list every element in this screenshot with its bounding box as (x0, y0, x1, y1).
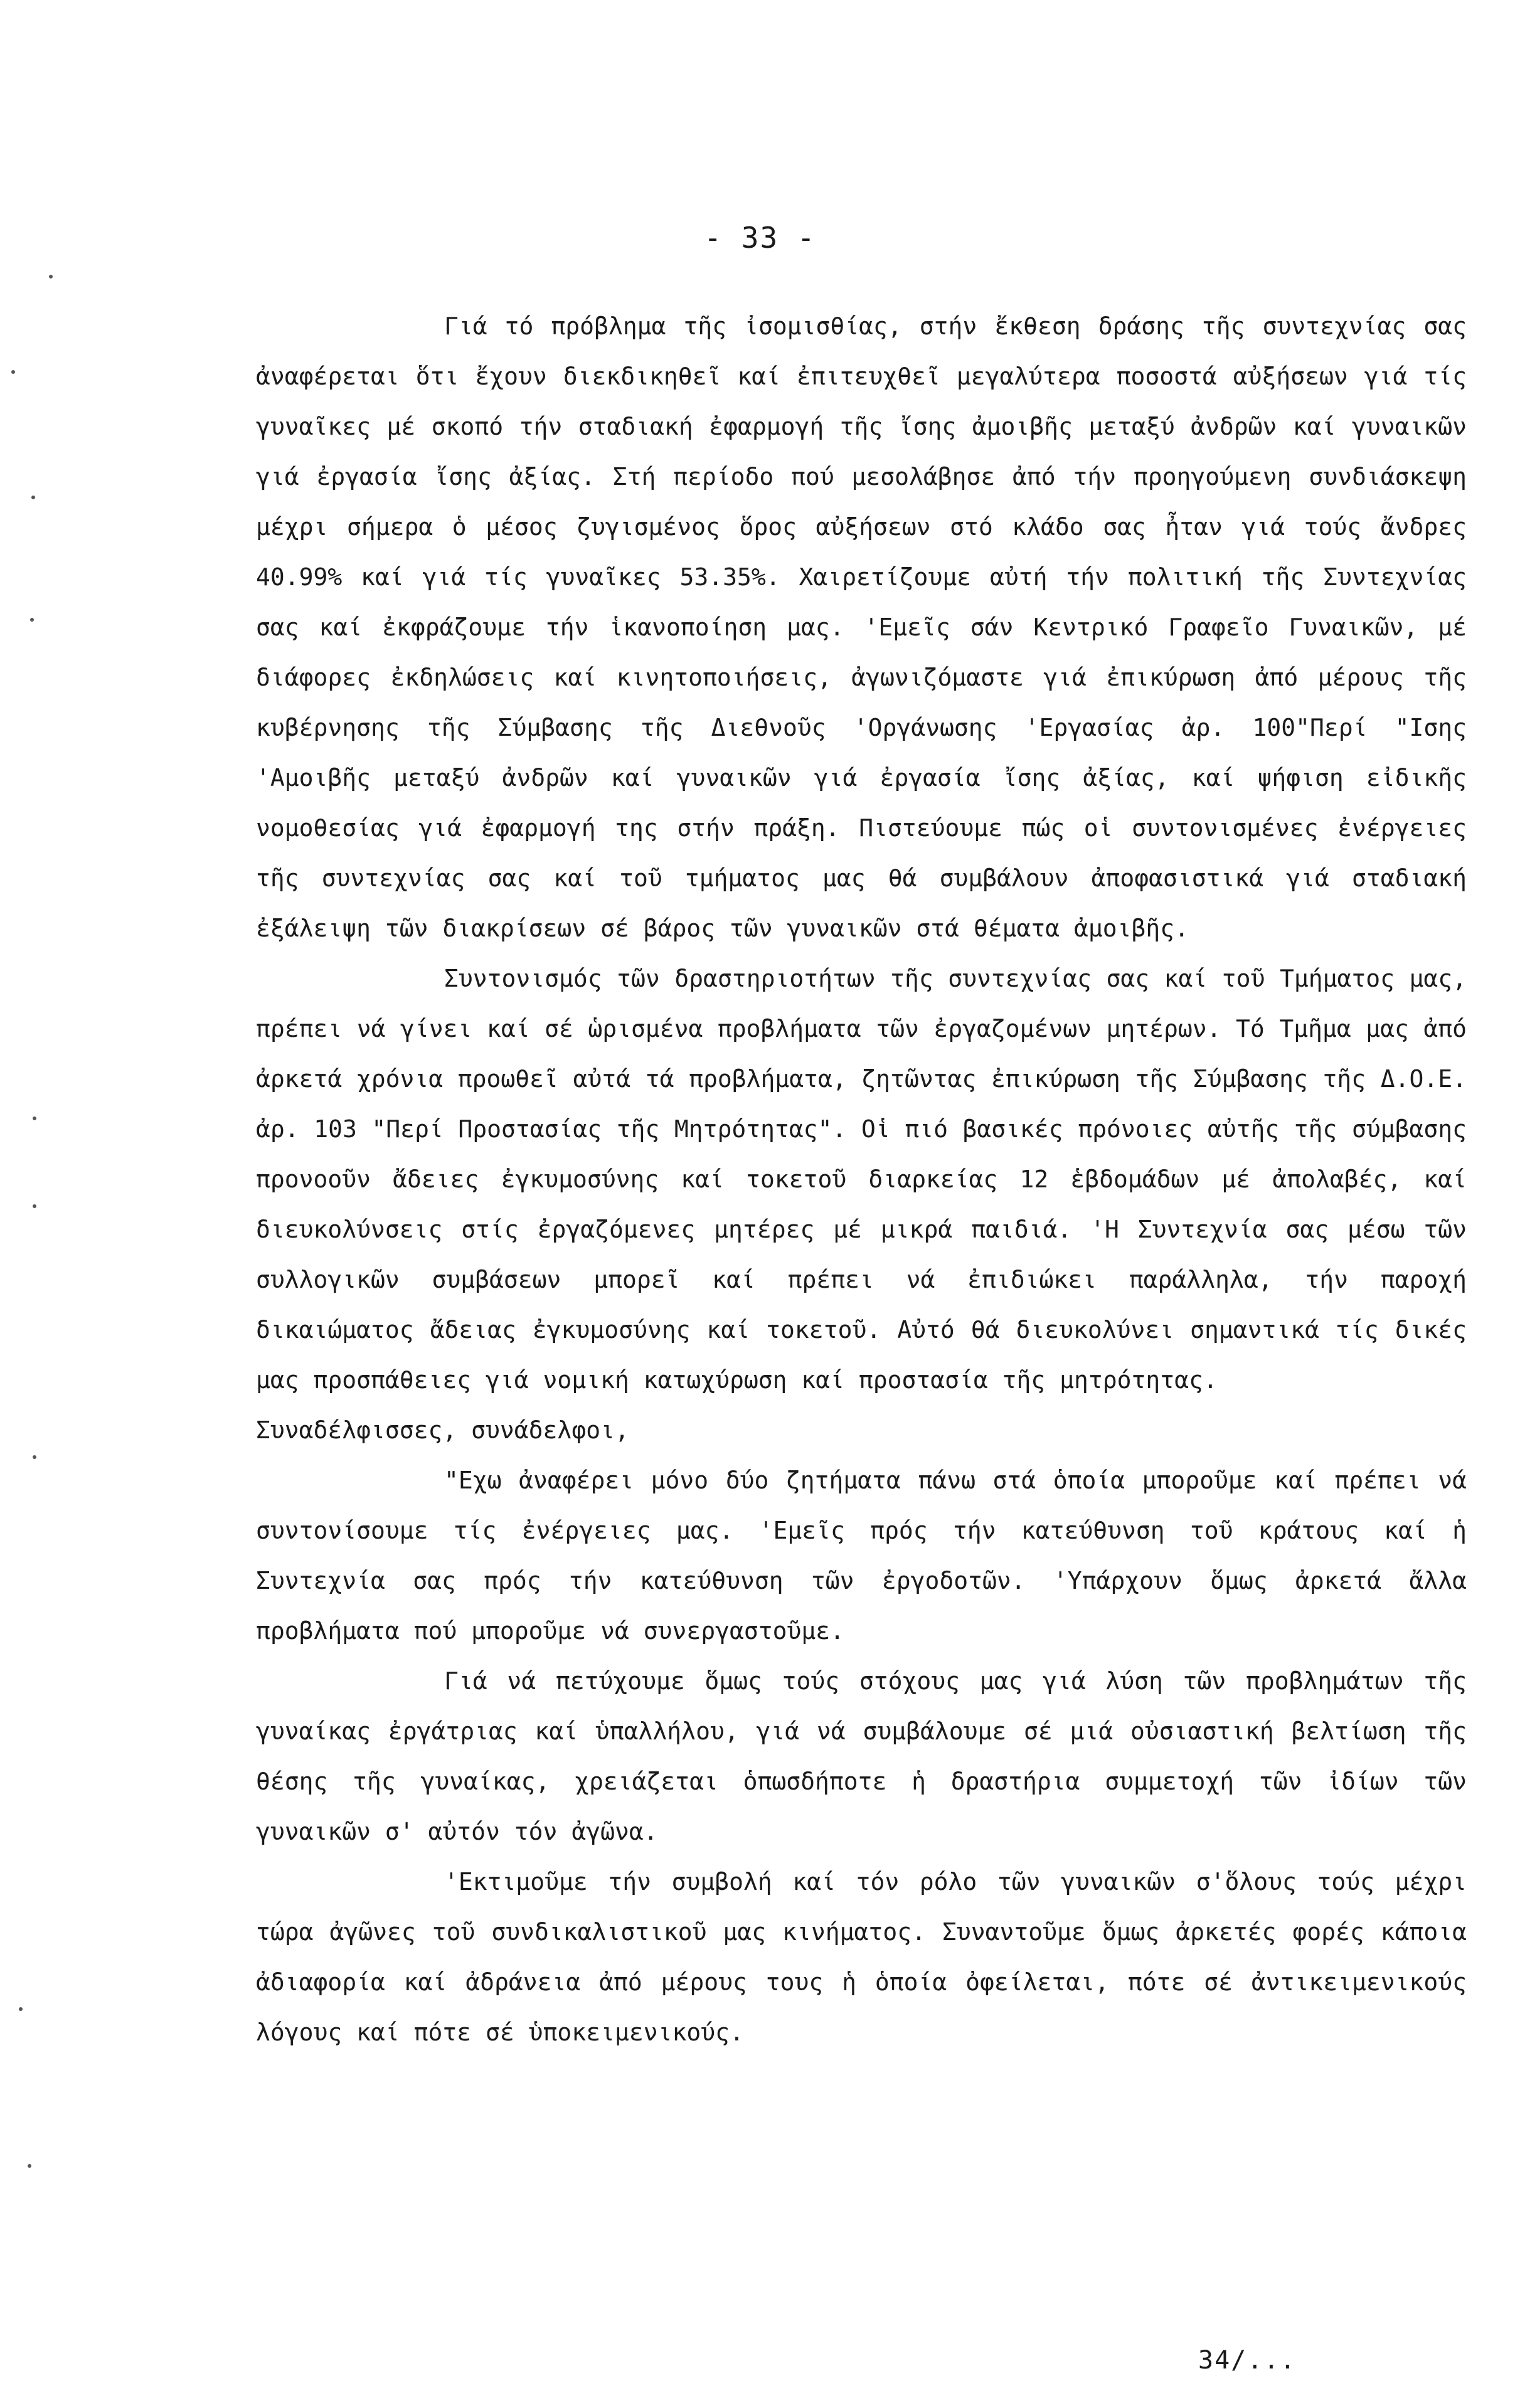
document-body (256, 301, 1467, 2057)
paragraph-equal-pay: Γιά τό πρόβλημα τῆς ἰσομισθίας, στήν ἔκθεση δράσης τῆς συντεχνίας σας ἀναφέρεται ὅτι ἔχουν διεκδικηθεῖ καί ἐπιτευχθεῖ μεγαλύτερα ποσοστά αὐξήσεων γιά τίς γυναῖκες μέ σκοπό τήν σταδιακή ἐφαρμογή τῆς ἴσης ἀμοιβῆς μεταξύ ἀνδρῶν καί γυναικῶν γιά ἐργασία ἴσης ἀξίας. Στή περίοδο πού μεσολάβησε ἀπό τήν προηγούμενη συνδιάσκεψη μέχρι σήμερα ὁ μέσος ζυγισμένος ὅρος αὐξήσεων στό κλάδο σας ἦταν γιά τούς ἄνδρες 40.99% καί γιά τίς γυναῖκες 53.35%. Χαιρετίζουμε αὐτή τήν πολιτική τῆς Συντεχνίας σας καί ἐκφράζουμε τήν ἱκανοποίηση μας. 'Εμεῖς σάν Κεντρικό Γραφεῖο Γυναικῶν, μέ διάφορες ἐκδηλώσεις καί κινητοποιήσεις, ἀγωνιζόμαστε γιά ἐπικύρωση ἀπό μέρους τῆς κυβέρνησης τῆς Σύμβασης τῆς Διεθνοῦς 'Οργάνωσης 'Εργασίας ἀρ. 100"Περί "Ισης 'Αμοιβῆς μεταξύ ἀνδρῶν καί γυναικῶν γιά ἐργασία ἴσης ἀξίας, καί ψήφιση εἰδικῆς νομοθεσίας γιά ἐφαρμογή της στήν πράξη. Πιστεύουμε πώς οἱ συντονισμένες ἐνέργειες τῆς συντεχνίας σας καί τοῦ τμήματος μας θά συμβάλουν ἀποφασιστικά γιά σταδιακή ἐξάλειψη τῶν διακρίσεων σέ βάρος τῶν γυναικῶν στά θέματα ἀμοιβῆς. (256, 312, 1467, 942)
scan-speck (49, 275, 53, 278)
scan-speck (33, 1116, 36, 1120)
scan-speck (33, 1204, 36, 1208)
paragraph-maternity: Συντονισμός τῶν δραστηριοτήτων τῆς συντεχνίας σας καί τοῦ Τμήματος μας, πρέπει νά γίνει καί σέ ὡρισμένα προβλήματα τῶν ἐργαζομένων μητέρων. Τό Τμῆμα μας ἀπό ἀρκετά χρόνια προωθεῖ αὐτά τά προβλήματα, ζητῶντας ἐπικύρωση τῆς Σύμβασης τῆς Δ.Ο.Ε. ἀρ. 103 "Περί Προστασίας τῆς Μητρότητας". Οἱ πιό βασικές πρόνοιες αὐτῆς τῆς σύμβασης προνοοῦν ἄδειες ἐγκυμοσύνης καί τοκετοῦ διαρκείας 12 ἑβδομάδων μέ ἀπολαβές, καί διευκολύνσεις στίς ἐργαζόμενες μητέρες μέ μικρά παιδιά. 'Η Συντεχνία σας μέσω τῶν συλλογικῶν συμβάσεων μπορεῖ καί πρέπει νά ἐπιδιώκει παράλληλα, τήν παροχή δικαιώματος ἄδειας ἐγκυμοσύνης καί τοκετοῦ. Αὐτό θά διευκολύνει σημαντικά τίς δικές μας προσπάθειες γιά νομική κατωχύρωση καί προστασία τῆς μητρότητας. (256, 965, 1467, 1394)
page-number: - 33 - (704, 221, 816, 255)
paragraph-women-role: 'Εκτιμοῦμε τήν συμβολή καί τόν ρόλο τῶν γυναικῶν σ'ὅλους τούς μέχρι τώρα ἀγῶνες τοῦ συνδικαλιστικοῦ μας κινήματος. Συναντοῦμε ὅμως ἀρκετές φορές κάποια ἀδιαφορία καί ἀδράνεια ἀπό μέρους τους ἡ ὁποία ὀφείλεται, πότε σέ ἀντικειμενικούς λόγους καί πότε σέ ὑποκειμενικούς. (256, 1868, 1467, 2046)
scan-speck (33, 1455, 36, 1459)
salutation: Συναδέλφισσες, συνάδελφοι, (256, 1416, 629, 1444)
paragraph-coordination: "Εχω ἀναφέρει μόνο δύο ζητήματα πάνω στά ὁποία μποροῦμε καί πρέπει νά συντονίσουμε τίς ἐνέργειες μας. 'Εμεῖς πρός τήν κατεύθυνση τοῦ κράτους καί ἡ Συντεχνία σας πρός τήν κατεύθυνση τῶν ἐργοδοτῶν. 'Υπάρχουν ὅμως ἀρκετά ἄλλα προβλήματα πού μποροῦμε νά συνεργαστοῦμε. (256, 1467, 1467, 1645)
paragraph-participation: Γιά νά πετύχουμε ὅμως τούς στόχους μας γιά λύση τῶν προβλημάτων τῆς γυναίκας ἐργάτριας καί ὑπαλλήλου, γιά νά συμβάλουμε σέ μιά οὐσιαστική βελτίωση τῆς θέσης τῆς γυναίκας, χρειάζεται ὁπωσδήποτε ἡ δραστήρια συμμετοχή τῶν ἰδίων τῶν γυναικῶν σ' αὐτόν τόν ἀγῶνα. (256, 1667, 1467, 1845)
scan-speck (11, 370, 15, 374)
scan-speck (19, 2007, 23, 2011)
scan-speck (30, 618, 34, 622)
scan-speck (31, 496, 35, 499)
continued-marker: 34/... (1198, 2346, 1297, 2375)
scan-speck (28, 2164, 31, 2168)
